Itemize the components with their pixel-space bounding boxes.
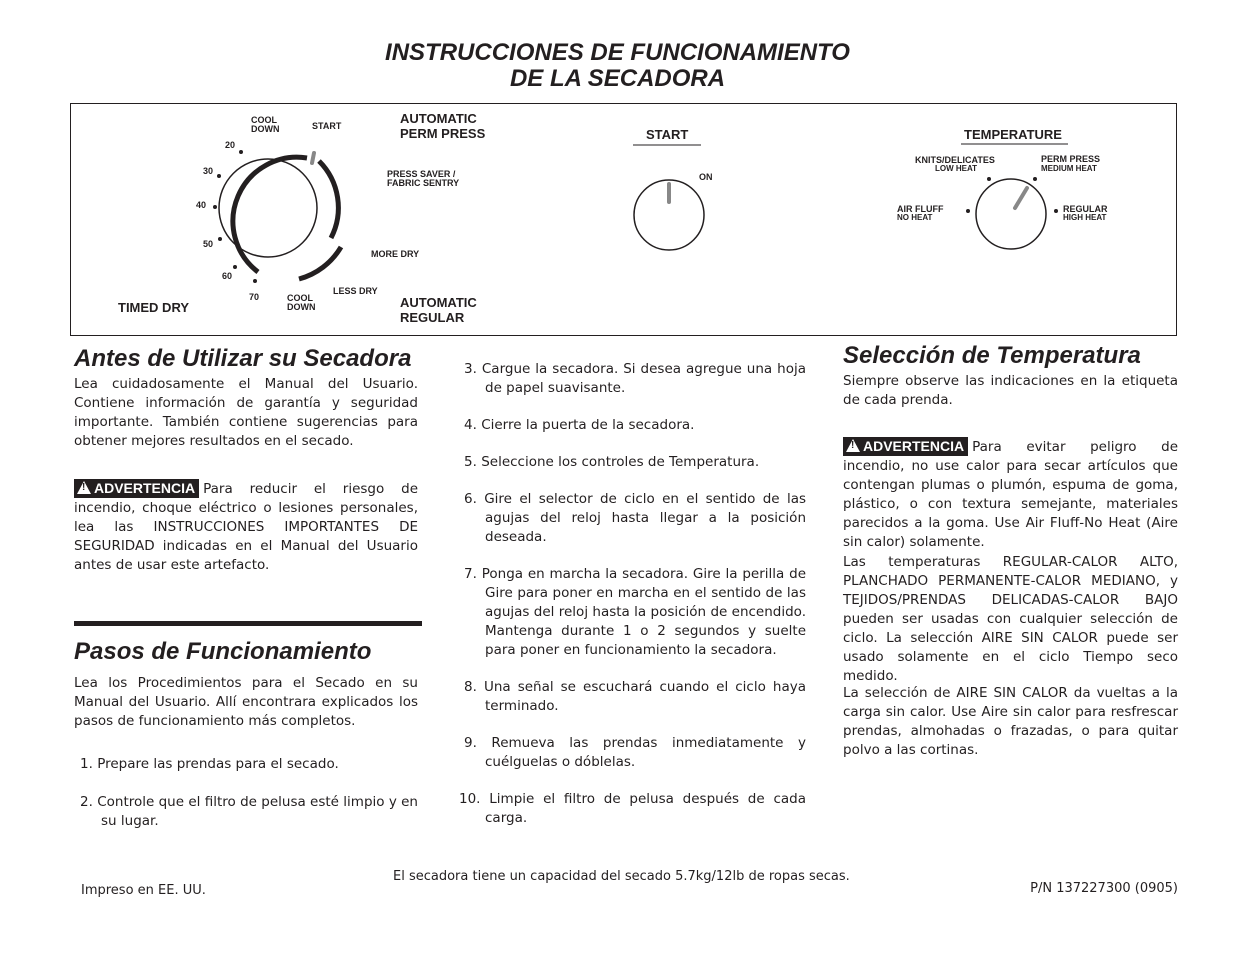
step-number: 6. [464, 491, 477, 507]
step-text: Cargue la secadora. Si desea agregue una hoja de papel suavisante. [481, 361, 806, 396]
temperature-title: TEMPERATURE [964, 127, 1062, 142]
temperatura-body1: Siempre observe las indicaciones en la etiqueta de cada prenda. [843, 373, 1178, 408]
warning-badge-label: ADVERTENCIA [94, 480, 196, 496]
minute-label-20: 20 [225, 140, 236, 150]
list-item [464, 416, 806, 435]
antes-warning-text: Para reducir el riesgo de incendio, choque eléctrico o lesiones personales, lea las INSTRUCCIONES IMPORTANTES DE SEGURIDAD indicadas en el Manual del Usuario antes de usar este artefacto. [74, 481, 418, 573]
antes-heading: Antes de Utilizar su Secadora [74, 345, 412, 372]
warning-triangle-icon: ! [846, 439, 860, 452]
cool-down-top-label: COOL DOWN [251, 115, 280, 134]
temperature-knob [976, 179, 1046, 249]
start-cycle-label: START [312, 121, 342, 131]
temp-dot-regular [1054, 209, 1058, 213]
minute-label-40: 40 [196, 200, 207, 210]
minute-label-70: 70 [249, 292, 260, 302]
printed-in-label: Impreso en EE. UU. [81, 883, 206, 898]
list-item [464, 490, 806, 547]
step-number: 1. [80, 756, 93, 772]
step-text: Una señal se escuchará cuando el ciclo haya terminado. [483, 679, 806, 714]
steps-list-left [80, 755, 418, 831]
step-text: Limpie el filtro de pelusa después de cada carga. [485, 791, 806, 826]
list-item [464, 360, 806, 398]
perm-press-label: PERM PRESS [1041, 154, 1101, 164]
list-item [464, 678, 806, 716]
start-on-label: ON [699, 172, 713, 182]
antes-body: Lea cuidadosamente el Manual del Usuario. Contiene información de garantía y seguridad importante. También contiene sugerencias para obtener mejores resultados en el secado. [74, 376, 418, 449]
page-title [0, 40, 1235, 92]
timed-dry-label: TIMED DRY [118, 300, 190, 315]
capacity-label: El secadora tiene un capacidad del secado 5.7kg/12lb de ropas secas. [393, 869, 850, 884]
step-number: 5. [464, 454, 477, 470]
tick-dot-20 [239, 150, 243, 154]
list-item [464, 565, 806, 660]
temperatura-warning-text: Para evitar peligro de incendio, no use calor para secar artículos que contengan plumas o plumón, espuma de goma, plástico, o con textura semejante, materiales parecidos a la goma. Use Air Fluff-No Heat (Aire sin calor) solamente. [843, 439, 1178, 550]
pasos-body: Lea los Procedimientos para el Secado en su Manual del Usuario. Allí encontrara explicados los pasos de funcionamiento más completos. [74, 675, 418, 729]
temperatura-body3: La selección de AIRE SIN CALOR da vueltas a la carga sin calor. Use Aire sin calor para resfrescar prendas, almohadas o frazadas, o para quitar polvo a las cortinas. [843, 685, 1178, 758]
high-heat-label: HIGH HEAT [1063, 213, 1107, 222]
list-item [459, 790, 806, 828]
step-number: 7. [464, 566, 477, 582]
list-item [464, 734, 806, 772]
list-item [80, 755, 418, 774]
press-saver-label: PRESS SAVER / FABRIC SENTRY [387, 169, 460, 188]
page-title-line1: INSTRUCCIONES DE FUNCIONAMIENTO [385, 39, 850, 66]
step-number: 3. [464, 361, 477, 377]
temp-dot-perm [1033, 177, 1037, 181]
temperatura-heading: Selección de Temperatura [843, 342, 1141, 369]
warning-badge [843, 437, 968, 456]
step-text: Seleccione los controles de Temperatura. [481, 454, 760, 470]
tick-dot-40 [213, 205, 217, 209]
tick-dot-30 [217, 174, 221, 178]
minute-label-30: 30 [203, 166, 214, 176]
no-heat-label: NO HEAT [897, 213, 933, 222]
tick-dot-60 [233, 265, 237, 269]
warning-badge [74, 479, 199, 498]
antes-warning [74, 479, 418, 575]
list-item [464, 453, 806, 472]
temperatura-body2: Las temperaturas REGULAR-CALOR ALTO, PLANCHADO PERMANENTE-CALOR MEDIANO, y TEJIDOS/PRENDAS DELICADAS-CALOR BAJO pueden ser usadas con cualquier selección de ciclo. La selección AIRE SIN CALOR puede ser usado solamente en el ciclo Tiempo seco medido. [843, 554, 1178, 684]
start-knob-title: START [646, 127, 689, 142]
step-number: 4. [464, 417, 477, 433]
less-dry-label: LESS DRY [333, 286, 378, 296]
step-number: 10. [459, 791, 481, 807]
auto-regular-arc [299, 247, 341, 279]
page-title-line2: DE LA SECADORA [509, 65, 726, 92]
step-number: 8. [464, 679, 477, 695]
control-panel-diagram [70, 103, 1177, 336]
temp-dot-air [966, 209, 970, 213]
knits-delicates-label: KNITS/DELICATES [915, 155, 995, 165]
step-text: Ponga en marcha la secadora. Gire la perilla de Gire para poner en marcha en el sentido de las agujas del reloj hasta la posición de encendido. Mantenga durante 1 o 2 segundos y suelte para poner en funcionamiento la secadora. [481, 566, 806, 658]
pasos-heading: Pasos de Funcionamiento [74, 638, 372, 665]
temperatura-warning [843, 437, 1178, 552]
step-text: Controle que el filtro de pelusa esté limpio y en su lugar. [97, 794, 418, 829]
automatic-regular-label: AUTOMATIC REGULAR [400, 295, 477, 325]
medium-heat-label: MEDIUM HEAT [1041, 164, 1097, 173]
tick-dot-70 [253, 279, 257, 283]
step-number: 9. [464, 735, 477, 751]
low-heat-label: LOW HEAT [935, 164, 978, 173]
section-divider [74, 621, 422, 626]
auto-perm-arc [319, 161, 338, 238]
step-text: Prepare las prendas para el secado. [97, 756, 339, 772]
step-text: Remueva las prendas inmediatamente y cuélguelas o dóblelas. [485, 735, 806, 770]
more-dry-label: MORE DRY [371, 249, 420, 259]
step-number: 2. [80, 794, 93, 810]
tick-dot-50 [218, 237, 222, 241]
cycle-dial-pointer [312, 153, 314, 163]
part-number-label: P/N 137227300 (0905) [1030, 881, 1178, 896]
minute-label-60: 60 [222, 271, 233, 281]
air-fluff-label: AIR FLUFF [897, 204, 944, 214]
list-item [80, 793, 418, 831]
warning-triangle-icon: ! [77, 481, 91, 494]
temp-dot-knits [987, 177, 991, 181]
warning-badge-label: ADVERTENCIA [863, 438, 965, 454]
regular-label: REGULAR [1063, 204, 1108, 214]
cool-down-bottom-label: COOL DOWN [287, 293, 316, 312]
step-text: Cierre la puerta de la secadora. [481, 417, 695, 433]
minute-label-50: 50 [203, 239, 214, 249]
automatic-perm-press-label: AUTOMATIC PERM PRESS [400, 111, 486, 141]
steps-list-middle [459, 360, 806, 828]
step-text: Gire el selector de ciclo en el sentido de las agujas del reloj hasta llegar a la posición deseada. [484, 491, 806, 545]
